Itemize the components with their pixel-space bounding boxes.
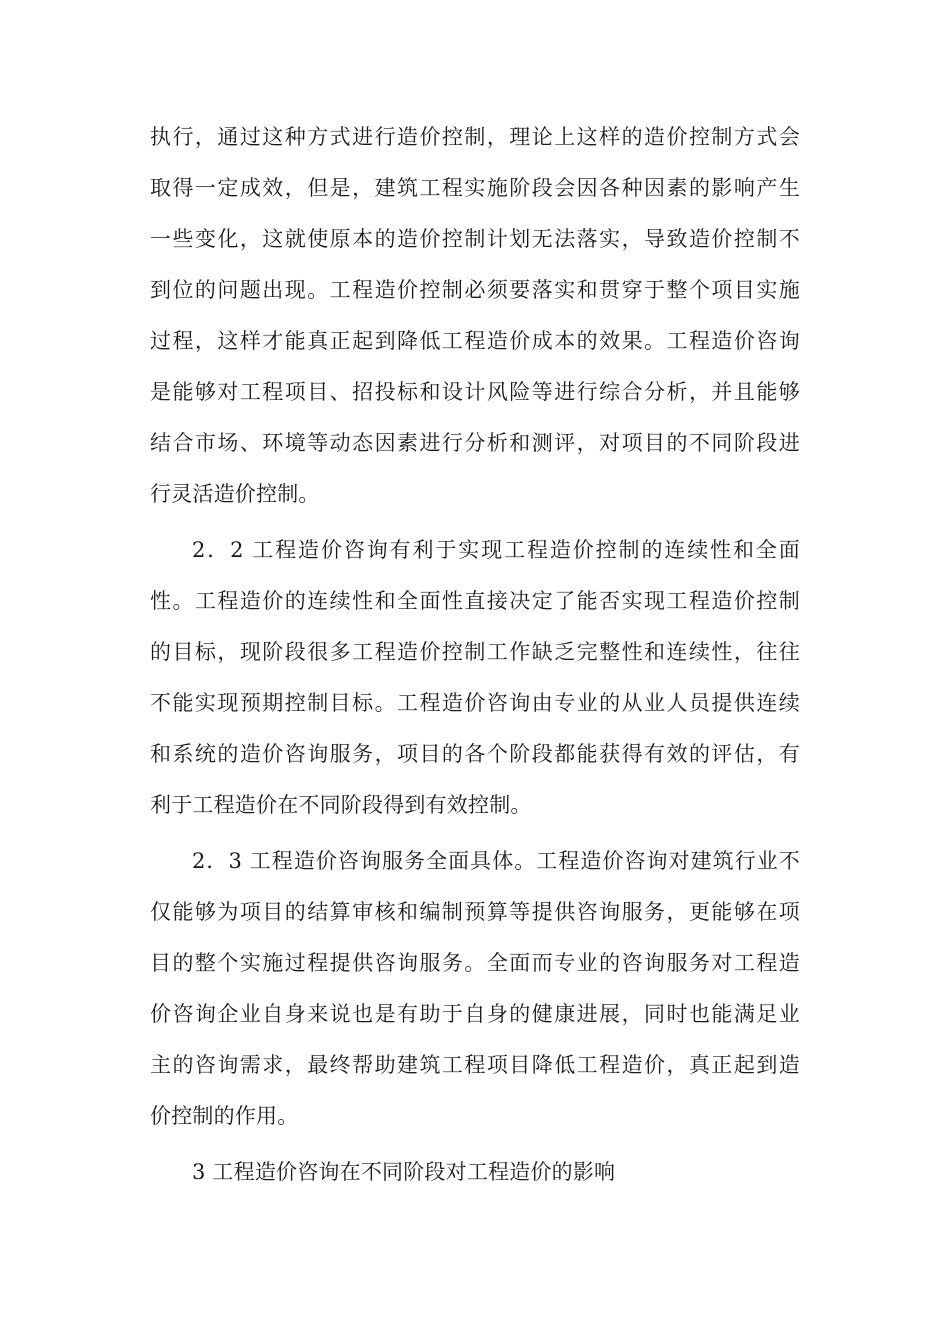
section-heading-3: 3 工程造价咨询在不同阶段对工程造价的影响	[192, 1160, 616, 1184]
paragraph-3	[150, 836, 800, 1142]
text-line: 价控制的作用。	[150, 1104, 299, 1128]
text-line: 和系统的造价咨询服务，项目的各个阶段都能获得有效的评估，有	[150, 742, 800, 766]
text-line: 取得一定成效，但是，建筑工程实施阶段会因各种因素的影响产生	[150, 176, 800, 200]
text-line: 是能够对工程项目、招投标和设计风险等进行综合分析，并且能够	[150, 380, 800, 404]
text-line: 过程，这样才能真正起到降低工程造价成本的效果。工程造价咨询	[150, 329, 800, 353]
text-line: 仅能够为项目的结算审核和编制预算等提供咨询服务，更能够在项	[150, 900, 800, 924]
text-line: 性。工程造价的连续性和全面性直接决定了能否实现工程造价控制	[150, 589, 800, 613]
text-line: 价咨询企业自身来说也是有助于自身的健康进展，同时也能满足业	[150, 1002, 800, 1026]
text-line: 行灵活造价控制。	[150, 482, 320, 506]
section-heading-2-3: 2．3 工程造价咨询服务全面具体。工程造价咨询对建筑行业不	[192, 849, 800, 873]
text-line: 一些变化，这就使原本的造价控制计划无法落实，导致造价控制不	[150, 227, 800, 251]
paragraph-1	[150, 112, 800, 520]
paragraph-2	[150, 525, 800, 831]
text-line: 执行，通过这种方式进行造价控制，理论上这样的造价控制方式会	[150, 125, 800, 149]
document-page	[150, 112, 800, 1198]
paragraph-4	[150, 1147, 800, 1198]
text-line: 结合市场、环境等动态因素进行分析和测评，对项目的不同阶段进	[150, 431, 800, 455]
text-line: 不能实现预期控制目标。工程造价咨询由专业的从业人员提供连续	[150, 691, 800, 715]
text-line: 目的整个实施过程提供咨询服务。全面而专业的咨询服务对工程造	[150, 951, 800, 975]
text-line: 的目标，现阶段很多工程造价控制工作缺乏完整性和连续性，往往	[150, 640, 800, 664]
text-line: 利于工程造价在不同阶段得到有效控制。	[150, 793, 532, 817]
text-line: 主的咨询需求，最终帮助建筑工程项目降低工程造价，真正起到造	[150, 1053, 800, 1077]
section-heading-2-2: 2．2 工程造价咨询有利于实现工程造价控制的连续性和全面	[192, 538, 800, 562]
text-line: 到位的问题出现。工程造价控制必须要落实和贯穿于整个项目实施	[150, 278, 800, 302]
